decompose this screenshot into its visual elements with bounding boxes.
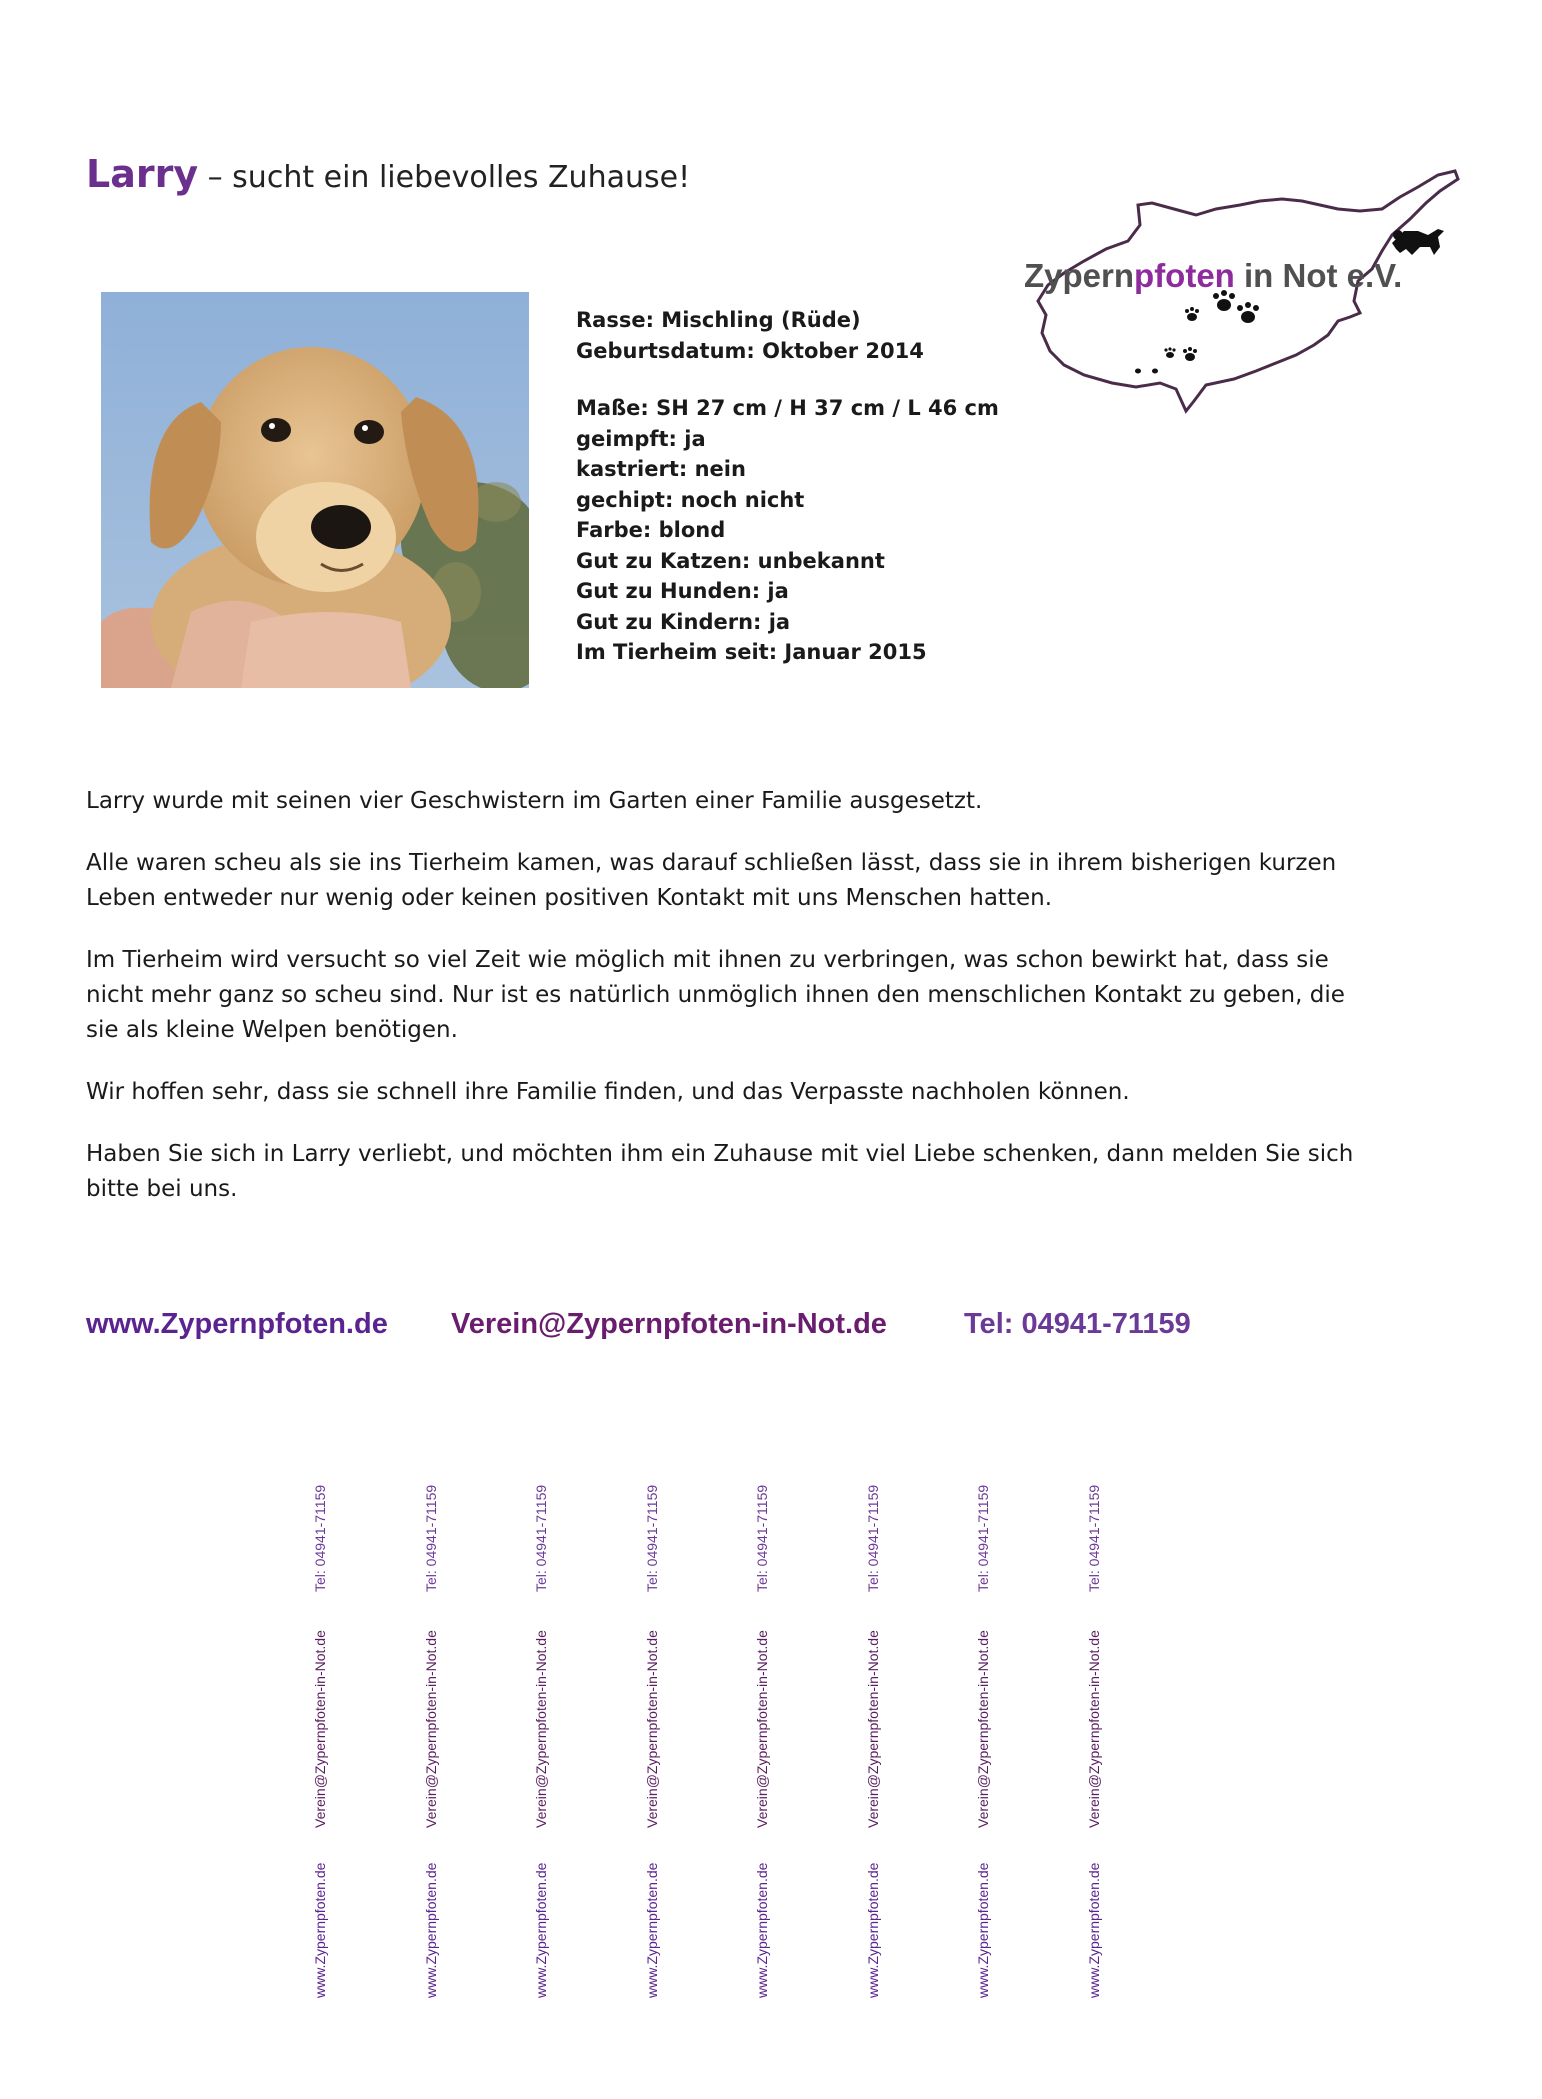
strip-phone: Tel: 04941-71159 (1085, 1484, 1102, 1592)
strip-email: Verein@Zypernpfoten-in-Not.de (754, 1630, 770, 1828)
strip-email: Verein@Zypernpfoten-in-Not.de (643, 1630, 660, 1828)
dog-facts (576, 305, 999, 668)
page-title (86, 152, 690, 196)
strip-website: www.Zypernpfoten.de (1085, 1862, 1102, 1998)
facts-spacer (576, 366, 999, 393)
fact-color: Farbe: blond (576, 518, 726, 542)
contact-email[interactable]: Verein@Zypernpfoten-in-Not.de (451, 1308, 887, 1340)
tear-off-strip (423, 1474, 449, 1998)
strip-website: www.Zypernpfoten.de (754, 1862, 770, 1998)
fact-good-with-dogs: Gut zu Hunden: ja (576, 579, 789, 603)
strip-website: www.Zypernpfoten.de (312, 1862, 328, 1998)
strip-email: Verein@Zypernpfoten-in-Not.de (312, 1630, 328, 1828)
puppy-image (101, 292, 529, 688)
fact-neutered: kastriert: nein (576, 457, 746, 481)
fact-good-with-kids: Gut zu Kindern: ja (576, 609, 791, 634)
strip-phone: Tel: 04941-71159 (533, 1484, 549, 1592)
fact-birthdate: Geburtsdatum: Oktober 2014 (576, 338, 924, 363)
strip-website: www.Zypernpfoten.de (864, 1862, 881, 1998)
fact-chipped: gechipt: noch nicht (576, 487, 805, 512)
fact-good-with-cats: Gut zu Katzen: unbekannt (576, 548, 885, 573)
tear-off-strip (644, 1474, 670, 1998)
description-paragraph: Im Tierheim wird versucht so viel Zeit wie möglich mit ihnen zu verbringen, was schon bewirkt hat, dass sie nicht mehr ganz so scheu sind. Nur ist es natürlich unmöglich ihnen den menschlichen Kontakt zu geben, die sie als kleine Welpen benötigen. (86, 947, 1345, 1043)
description-paragraph: Wir hoffen sehr, dass sie schnell ihre Familie finden, und das Verpasste nachholen können. (86, 1079, 1130, 1105)
logo-word-zypern: Zypern (1024, 257, 1135, 294)
contact-phone[interactable]: Tel: 04941-71159 (964, 1308, 1191, 1340)
logo-word-in-not: in Not e.V. (1234, 257, 1403, 294)
strip-website: www.Zypernpfoten.de (643, 1862, 660, 1998)
fact-measurements: Maße: SH 27 cm / H 37 cm / L 46 cm (576, 396, 999, 420)
strip-phone: Tel: 04941-71159 (312, 1484, 328, 1592)
contact-website[interactable]: www.Zypernpfoten.de (86, 1308, 388, 1340)
description-paragraph: Haben Sie sich in Larry verliebt, und möchten ihm ein Zuhause mit viel Liebe schenken, dann melden Sie sich bitte bei uns. (86, 1141, 1354, 1202)
strip-website: www.Zypernpfoten.de (422, 1862, 439, 1998)
strip-email: Verein@Zypernpfoten-in-Not.de (422, 1630, 439, 1828)
dog-photo (101, 292, 529, 688)
logo-text (1024, 257, 1402, 295)
cyprus-map-icon (1020, 165, 1460, 425)
tear-off-strip (533, 1474, 559, 1998)
strip-website: www.Zypernpfoten.de (975, 1862, 991, 1998)
logo-word-pfoten: pfoten (1134, 257, 1235, 294)
tear-off-strip (312, 1474, 338, 1998)
tear-off-strip (865, 1474, 891, 1998)
title-subtitle: – sucht ein liebevolles Zuhause! (198, 160, 691, 195)
strip-phone: Tel: 04941-71159 (422, 1484, 439, 1592)
strip-phone: Tel: 04941-71159 (864, 1484, 881, 1592)
description (86, 784, 1376, 1234)
organization-logo (1020, 165, 1460, 425)
strip-email: Verein@Zypernpfoten-in-Not.de (1085, 1630, 1102, 1828)
fact-vaccinated: geimpft: ja (576, 426, 706, 451)
dog-name: Larry (86, 152, 199, 196)
tear-off-strip (1086, 1474, 1112, 1998)
strip-email: Verein@Zypernpfoten-in-Not.de (533, 1630, 549, 1828)
fact-breed: Rasse: Mischling (Rüde) (576, 308, 861, 332)
strip-phone: Tel: 04941-71159 (643, 1484, 660, 1592)
description-paragraph: Larry wurde mit seinen vier Geschwistern im Garten einer Familie ausgesetzt. (86, 788, 983, 814)
strip-website: www.Zypernpfoten.de (533, 1862, 549, 1998)
description-paragraph: Alle waren scheu als sie ins Tierheim kamen, was darauf schließen lässt, dass sie in ihrem bisherigen kurzen Leben entweder nur wenig oder keinen positiven Kontakt mit uns Menschen hatten. (86, 850, 1337, 911)
fact-shelter-since: Im Tierheim seit: Januar 2015 (576, 640, 927, 664)
tear-off-strip (975, 1474, 1001, 1998)
strip-email: Verein@Zypernpfoten-in-Not.de (975, 1630, 991, 1828)
strip-phone: Tel: 04941-71159 (975, 1484, 991, 1592)
strip-email: Verein@Zypernpfoten-in-Not.de (864, 1630, 881, 1828)
strip-phone: Tel: 04941-71159 (754, 1484, 770, 1592)
tear-off-strip (754, 1474, 780, 1998)
